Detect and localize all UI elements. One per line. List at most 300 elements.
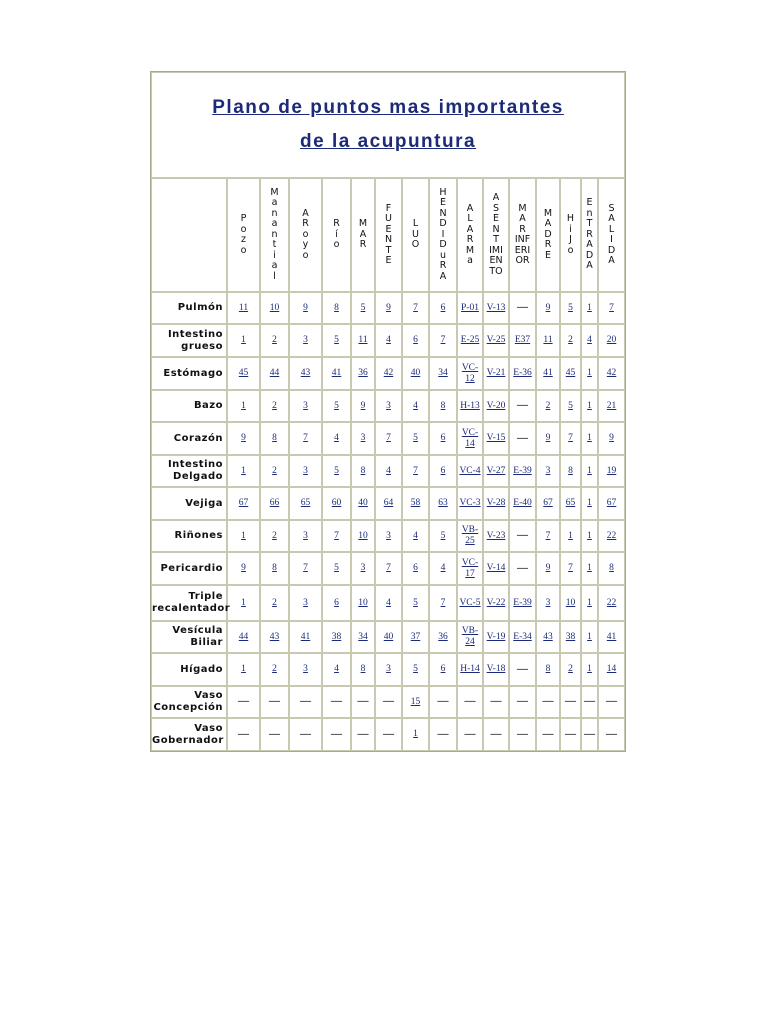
point-link[interactable]: 5 [334, 563, 339, 573]
point-cell [402, 621, 429, 653]
point-link[interactable]: E37 [514, 335, 531, 345]
point-link[interactable]: 10 [358, 597, 368, 608]
point-cell [457, 653, 483, 686]
point-link[interactable]: 58 [410, 498, 421, 508]
point-cell [581, 686, 598, 718]
point-link[interactable]: 9 [609, 433, 614, 443]
point-link[interactable]: 15 [410, 696, 421, 707]
point-link[interactable]: 2 [545, 400, 551, 411]
point-cell [581, 357, 598, 390]
point-link[interactable]: V-25 [486, 335, 506, 345]
point-link[interactable]: 1 [587, 631, 592, 642]
point-link[interactable]: 5 [334, 335, 339, 345]
point-link[interactable]: 2 [272, 597, 277, 608]
point-cell [227, 718, 260, 751]
point-link[interactable]: V-19 [486, 631, 506, 642]
point-link[interactable]: 67 [606, 498, 617, 508]
point-cell [375, 390, 402, 422]
point-link[interactable]: 5 [413, 597, 418, 608]
point-link[interactable]: V-22 [486, 597, 506, 608]
point-cell [509, 390, 536, 422]
page-subtitle: de la acupuntura [300, 131, 477, 152]
point-cell [429, 520, 457, 552]
point-link[interactable]: 22 [606, 530, 617, 541]
point-link[interactable]: E-40 [513, 498, 532, 508]
column-header-label: A S E N T IMI EN TO [489, 192, 503, 277]
point-link[interactable]: 9 [545, 433, 551, 443]
point-cell [227, 653, 260, 686]
empty-dash: — [357, 727, 369, 740]
point-link[interactable]: 8 [272, 563, 277, 573]
point-link[interactable]: 4 [587, 335, 592, 345]
point-link[interactable]: 1 [587, 433, 592, 443]
point-link[interactable]: V-21 [486, 368, 506, 378]
point-link[interactable]: 3 [545, 597, 551, 608]
point-link[interactable]: 1 [568, 530, 573, 541]
point-cell [289, 324, 322, 357]
point-link[interactable]: 38 [565, 631, 576, 642]
point-link[interactable]: 5 [568, 400, 573, 411]
point-link[interactable]: VC-14 [461, 427, 479, 449]
point-link[interactable]: 45 [238, 368, 249, 378]
point-link[interactable]: 6 [334, 597, 339, 608]
point-link[interactable]: 2 [272, 664, 277, 674]
point-link[interactable]: 9 [360, 400, 366, 411]
point-cell [536, 552, 560, 585]
point-link[interactable]: 5 [334, 400, 339, 411]
point-cell [227, 357, 260, 390]
point-cell [598, 718, 625, 751]
table-row [151, 621, 625, 653]
point-link[interactable]: 6 [413, 563, 418, 573]
row-label: Vaso Gobernador [151, 718, 227, 751]
point-cell [351, 487, 375, 520]
column-header [560, 178, 581, 292]
point-link[interactable]: V-15 [486, 433, 506, 443]
point-link[interactable]: 5 [568, 302, 573, 313]
point-cell [375, 621, 402, 653]
point-link[interactable]: 65 [565, 498, 576, 508]
point-link[interactable]: 5 [360, 302, 366, 313]
point-link[interactable]: 1 [587, 400, 592, 411]
point-link[interactable]: 19 [606, 465, 617, 476]
point-link[interactable]: 36 [358, 368, 368, 378]
point-link[interactable]: 2 [272, 400, 277, 411]
point-cell [483, 455, 509, 487]
table-row [151, 653, 625, 686]
point-link[interactable]: E-39 [513, 465, 532, 476]
empty-dash: — [517, 301, 528, 313]
point-cell [402, 357, 429, 390]
point-link[interactable]: 1 [587, 530, 592, 541]
point-link[interactable]: 42 [606, 368, 617, 378]
point-link[interactable]: VC-12 [461, 362, 479, 384]
point-link[interactable]: 43 [300, 368, 311, 378]
column-header [457, 178, 483, 292]
point-link[interactable]: VC-17 [461, 557, 479, 579]
point-link[interactable]: 1 [241, 664, 246, 674]
point-cell [560, 324, 581, 357]
point-cell [509, 718, 536, 751]
point-cell [351, 324, 375, 357]
point-link[interactable]: 41 [300, 631, 311, 642]
empty-dash: — [606, 727, 618, 740]
point-cell [598, 585, 625, 621]
point-cell [260, 357, 289, 390]
point-link[interactable]: 7 [303, 563, 308, 573]
point-cell [560, 585, 581, 621]
row-label: Intestino Delgado [151, 455, 227, 487]
point-link[interactable]: 37 [410, 631, 421, 642]
point-cell [560, 552, 581, 585]
point-link[interactable]: 2 [568, 664, 573, 674]
point-link[interactable]: 7 [386, 563, 391, 573]
point-cell [375, 324, 402, 357]
point-cell [560, 686, 581, 718]
point-link[interactable]: 1 [241, 597, 246, 608]
point-cell [322, 324, 351, 357]
point-link[interactable]: 5 [334, 465, 339, 476]
point-cell [429, 390, 457, 422]
point-link[interactable]: 4 [334, 664, 339, 674]
table-row [151, 552, 625, 585]
point-cell [483, 292, 509, 324]
point-cell [351, 292, 375, 324]
point-link[interactable]: P-01 [461, 302, 479, 313]
point-link[interactable]: 3 [386, 664, 391, 674]
point-link[interactable]: 4 [386, 335, 391, 345]
point-link[interactable]: 11 [543, 335, 553, 345]
point-cell [581, 552, 598, 585]
point-link[interactable]: 1 [587, 498, 592, 508]
point-link[interactable]: 2 [272, 530, 277, 541]
point-cell [483, 585, 509, 621]
point-link[interactable]: 10 [358, 530, 368, 541]
point-link[interactable]: 9 [303, 302, 308, 313]
table-row [151, 718, 625, 751]
point-link[interactable]: 1 [587, 664, 592, 674]
point-link[interactable]: 3 [303, 335, 308, 345]
point-cell [322, 621, 351, 653]
point-cell [402, 552, 429, 585]
point-link[interactable]: 42 [383, 368, 394, 378]
point-link[interactable]: 6 [440, 664, 446, 674]
point-link[interactable]: 1 [587, 597, 592, 608]
point-link[interactable]: 4 [386, 597, 391, 608]
point-link[interactable]: 6 [413, 335, 418, 345]
point-link[interactable]: 8 [360, 664, 366, 674]
point-link[interactable]: 44 [238, 631, 249, 642]
point-link[interactable]: 2 [568, 335, 573, 345]
point-link[interactable]: 11 [358, 335, 368, 345]
point-link[interactable]: 1 [241, 530, 246, 541]
point-link[interactable]: 10 [269, 302, 280, 313]
point-link[interactable]: 64 [383, 498, 394, 508]
empty-dash: — [517, 695, 528, 707]
point-cell [457, 487, 483, 520]
point-cell [402, 686, 429, 718]
point-link[interactable]: 38 [331, 631, 342, 642]
point-link[interactable]: 1 [587, 368, 592, 378]
point-cell [598, 653, 625, 686]
empty-dash: — [383, 695, 394, 707]
point-link[interactable]: 7 [386, 433, 391, 443]
point-cell [457, 357, 483, 390]
point-link[interactable]: H-13 [460, 400, 480, 411]
row-label: Estómago [151, 357, 227, 390]
title-row [151, 72, 625, 178]
empty-dash: — [490, 695, 502, 707]
table-row [151, 686, 625, 718]
empty-dash: — [331, 695, 342, 707]
point-cell [581, 653, 598, 686]
column-header-label: H E N D I D u R A [439, 186, 447, 282]
empty-dash: — [464, 727, 476, 740]
point-cell [536, 324, 560, 357]
point-cell [227, 422, 260, 455]
point-link[interactable]: 6 [440, 433, 446, 443]
point-link[interactable]: 3 [303, 597, 308, 608]
point-link[interactable]: VC-3 [459, 498, 481, 508]
point-link[interactable]: 7 [609, 302, 614, 313]
point-cell [429, 585, 457, 621]
point-link[interactable]: 11 [238, 302, 249, 313]
point-cell [457, 686, 483, 718]
point-cell [429, 621, 457, 653]
point-link[interactable]: 4 [440, 563, 446, 573]
point-link[interactable]: 8 [334, 302, 339, 313]
point-link[interactable]: 6 [440, 302, 446, 313]
point-link[interactable]: E-34 [513, 631, 532, 642]
point-link[interactable]: 8 [568, 465, 573, 476]
point-link[interactable]: 7 [545, 530, 551, 541]
point-link[interactable]: 7 [440, 335, 446, 345]
point-link[interactable]: 5 [413, 433, 418, 443]
point-link[interactable]: 3 [386, 400, 391, 411]
table-row [151, 422, 625, 455]
point-link[interactable]: 43 [543, 631, 553, 642]
point-link[interactable]: 3 [303, 664, 308, 674]
column-header [375, 178, 402, 292]
point-cell [536, 653, 560, 686]
point-link[interactable]: 8 [609, 563, 614, 573]
point-link[interactable]: 14 [606, 664, 617, 674]
row-label: Triple recalentador [151, 585, 227, 621]
point-link[interactable]: 21 [606, 400, 617, 411]
point-link[interactable]: E-39 [513, 597, 532, 608]
empty-dash: — [269, 695, 280, 707]
point-cell [227, 324, 260, 357]
point-link[interactable]: V-20 [486, 400, 506, 411]
point-cell [429, 653, 457, 686]
acupuncture-table-frame [150, 71, 624, 755]
point-link[interactable]: 3 [360, 433, 366, 443]
point-cell [457, 324, 483, 357]
point-cell [260, 686, 289, 718]
point-cell [375, 585, 402, 621]
point-link[interactable]: V-23 [486, 530, 506, 541]
point-link[interactable]: 20 [606, 335, 617, 345]
point-cell [402, 487, 429, 520]
point-cell [429, 292, 457, 324]
point-link[interactable]: VB-25 [461, 525, 479, 546]
point-link[interactable]: V-13 [486, 302, 506, 313]
point-cell [375, 422, 402, 455]
point-cell [322, 390, 351, 422]
point-link[interactable]: 2 [272, 465, 277, 476]
point-link[interactable]: 3 [303, 465, 308, 476]
point-cell [581, 324, 598, 357]
point-cell [429, 357, 457, 390]
point-link[interactable]: 3 [545, 465, 551, 476]
point-link[interactable]: 36 [438, 631, 448, 642]
point-link[interactable]: 41 [606, 631, 617, 642]
point-link[interactable]: 7 [568, 563, 573, 573]
point-cell [509, 520, 536, 552]
point-link[interactable]: 1 [241, 400, 246, 411]
point-link[interactable]: 7 [413, 302, 418, 313]
point-link[interactable]: 7 [568, 433, 573, 443]
point-link[interactable]: 1 [241, 465, 246, 476]
point-cell [227, 390, 260, 422]
point-link[interactable]: 44 [269, 368, 280, 378]
point-link[interactable]: 8 [545, 664, 551, 674]
point-link[interactable]: 67 [543, 498, 553, 508]
point-link[interactable]: 5 [440, 530, 446, 541]
point-cell [351, 455, 375, 487]
point-link[interactable]: 34 [358, 631, 368, 642]
point-link[interactable]: 63 [438, 498, 448, 508]
point-link[interactable]: 8 [360, 465, 366, 476]
column-header-label: L U O [411, 218, 420, 251]
point-cell [509, 357, 536, 390]
point-cell [581, 718, 598, 751]
point-link[interactable]: VC-4 [459, 465, 481, 476]
point-cell [227, 455, 260, 487]
point-cell [457, 552, 483, 585]
point-link[interactable]: 4 [334, 433, 339, 443]
point-cell [289, 520, 322, 552]
point-cell [457, 422, 483, 455]
point-link[interactable]: 66 [269, 498, 280, 508]
point-link[interactable]: 1 [241, 335, 246, 345]
point-link[interactable]: 67 [238, 498, 249, 508]
point-link[interactable]: 34 [438, 368, 448, 378]
row-label: Hígado [151, 653, 227, 686]
point-link[interactable]: 1 [587, 302, 592, 313]
point-link[interactable]: 9 [545, 302, 551, 313]
point-link[interactable]: 41 [543, 368, 553, 378]
point-link[interactable]: 7 [303, 433, 308, 443]
point-cell [429, 422, 457, 455]
point-link[interactable]: 41 [331, 368, 342, 378]
point-link[interactable]: H-14 [460, 664, 480, 674]
empty-dash: — [300, 695, 311, 707]
column-header-label: E n T R A D A [585, 197, 594, 272]
point-link[interactable]: 8 [272, 433, 277, 443]
point-cell [581, 621, 598, 653]
point-cell [322, 487, 351, 520]
empty-dash: — [383, 727, 394, 740]
point-cell [289, 292, 322, 324]
point-link[interactable]: VC-5 [459, 597, 481, 608]
point-cell [375, 653, 402, 686]
empty-dash: — [238, 727, 249, 740]
point-link[interactable]: 3 [386, 530, 391, 541]
point-link[interactable]: 1 [587, 465, 592, 476]
point-link[interactable]: VB-24 [461, 626, 479, 647]
point-cell [509, 585, 536, 621]
point-link[interactable]: 7 [334, 530, 339, 541]
point-link[interactable]: E-25 [460, 335, 480, 345]
point-cell [598, 324, 625, 357]
corner-cell [151, 178, 227, 292]
point-link[interactable]: V-14 [486, 563, 506, 573]
point-cell [429, 455, 457, 487]
point-link[interactable]: 4 [413, 400, 418, 411]
point-link[interactable]: 5 [413, 664, 418, 674]
point-link[interactable]: 1 [587, 563, 592, 573]
point-cell [322, 520, 351, 552]
point-link[interactable]: 65 [300, 498, 311, 508]
point-link[interactable]: 9 [545, 563, 551, 573]
point-link[interactable]: 4 [386, 465, 391, 476]
point-link[interactable]: 60 [331, 498, 342, 508]
point-link[interactable]: 3 [303, 400, 308, 411]
point-link[interactable]: 7 [413, 465, 418, 476]
row-label: Vejiga [151, 487, 227, 520]
point-cell [289, 653, 322, 686]
point-link[interactable]: V-28 [486, 498, 506, 508]
point-link[interactable]: 7 [440, 597, 446, 608]
point-cell [322, 653, 351, 686]
point-link[interactable]: 22 [606, 597, 617, 608]
point-link[interactable]: 40 [383, 631, 394, 642]
point-cell [483, 324, 509, 357]
point-cell [227, 686, 260, 718]
point-cell [536, 455, 560, 487]
point-link[interactable]: 43 [269, 631, 280, 642]
column-header [429, 178, 457, 292]
point-link[interactable]: 6 [440, 465, 446, 476]
point-link[interactable]: 40 [410, 368, 421, 378]
point-link[interactable]: 10 [565, 597, 576, 608]
point-cell [429, 686, 457, 718]
point-link[interactable]: V-27 [486, 465, 506, 476]
point-link[interactable]: 40 [358, 498, 368, 508]
point-link[interactable]: E-36 [513, 368, 532, 378]
point-cell [322, 686, 351, 718]
row-label: Vesícula Biliar [151, 621, 227, 653]
point-link[interactable]: 1 [413, 729, 418, 739]
point-link[interactable]: 8 [440, 400, 446, 411]
empty-dash: — [437, 695, 449, 707]
point-link[interactable]: V-18 [486, 664, 506, 674]
point-link[interactable]: 3 [360, 563, 366, 573]
point-link[interactable]: 9 [386, 302, 391, 313]
point-cell [457, 390, 483, 422]
point-cell [402, 422, 429, 455]
point-cell [351, 718, 375, 751]
point-link[interactable]: 3 [303, 530, 308, 541]
point-link[interactable]: 9 [241, 433, 246, 443]
point-cell [536, 422, 560, 455]
point-link[interactable]: 9 [241, 563, 246, 573]
point-link[interactable]: 2 [272, 335, 277, 345]
point-link[interactable]: 4 [413, 530, 418, 541]
point-cell [375, 552, 402, 585]
point-link[interactable]: 45 [565, 368, 576, 378]
